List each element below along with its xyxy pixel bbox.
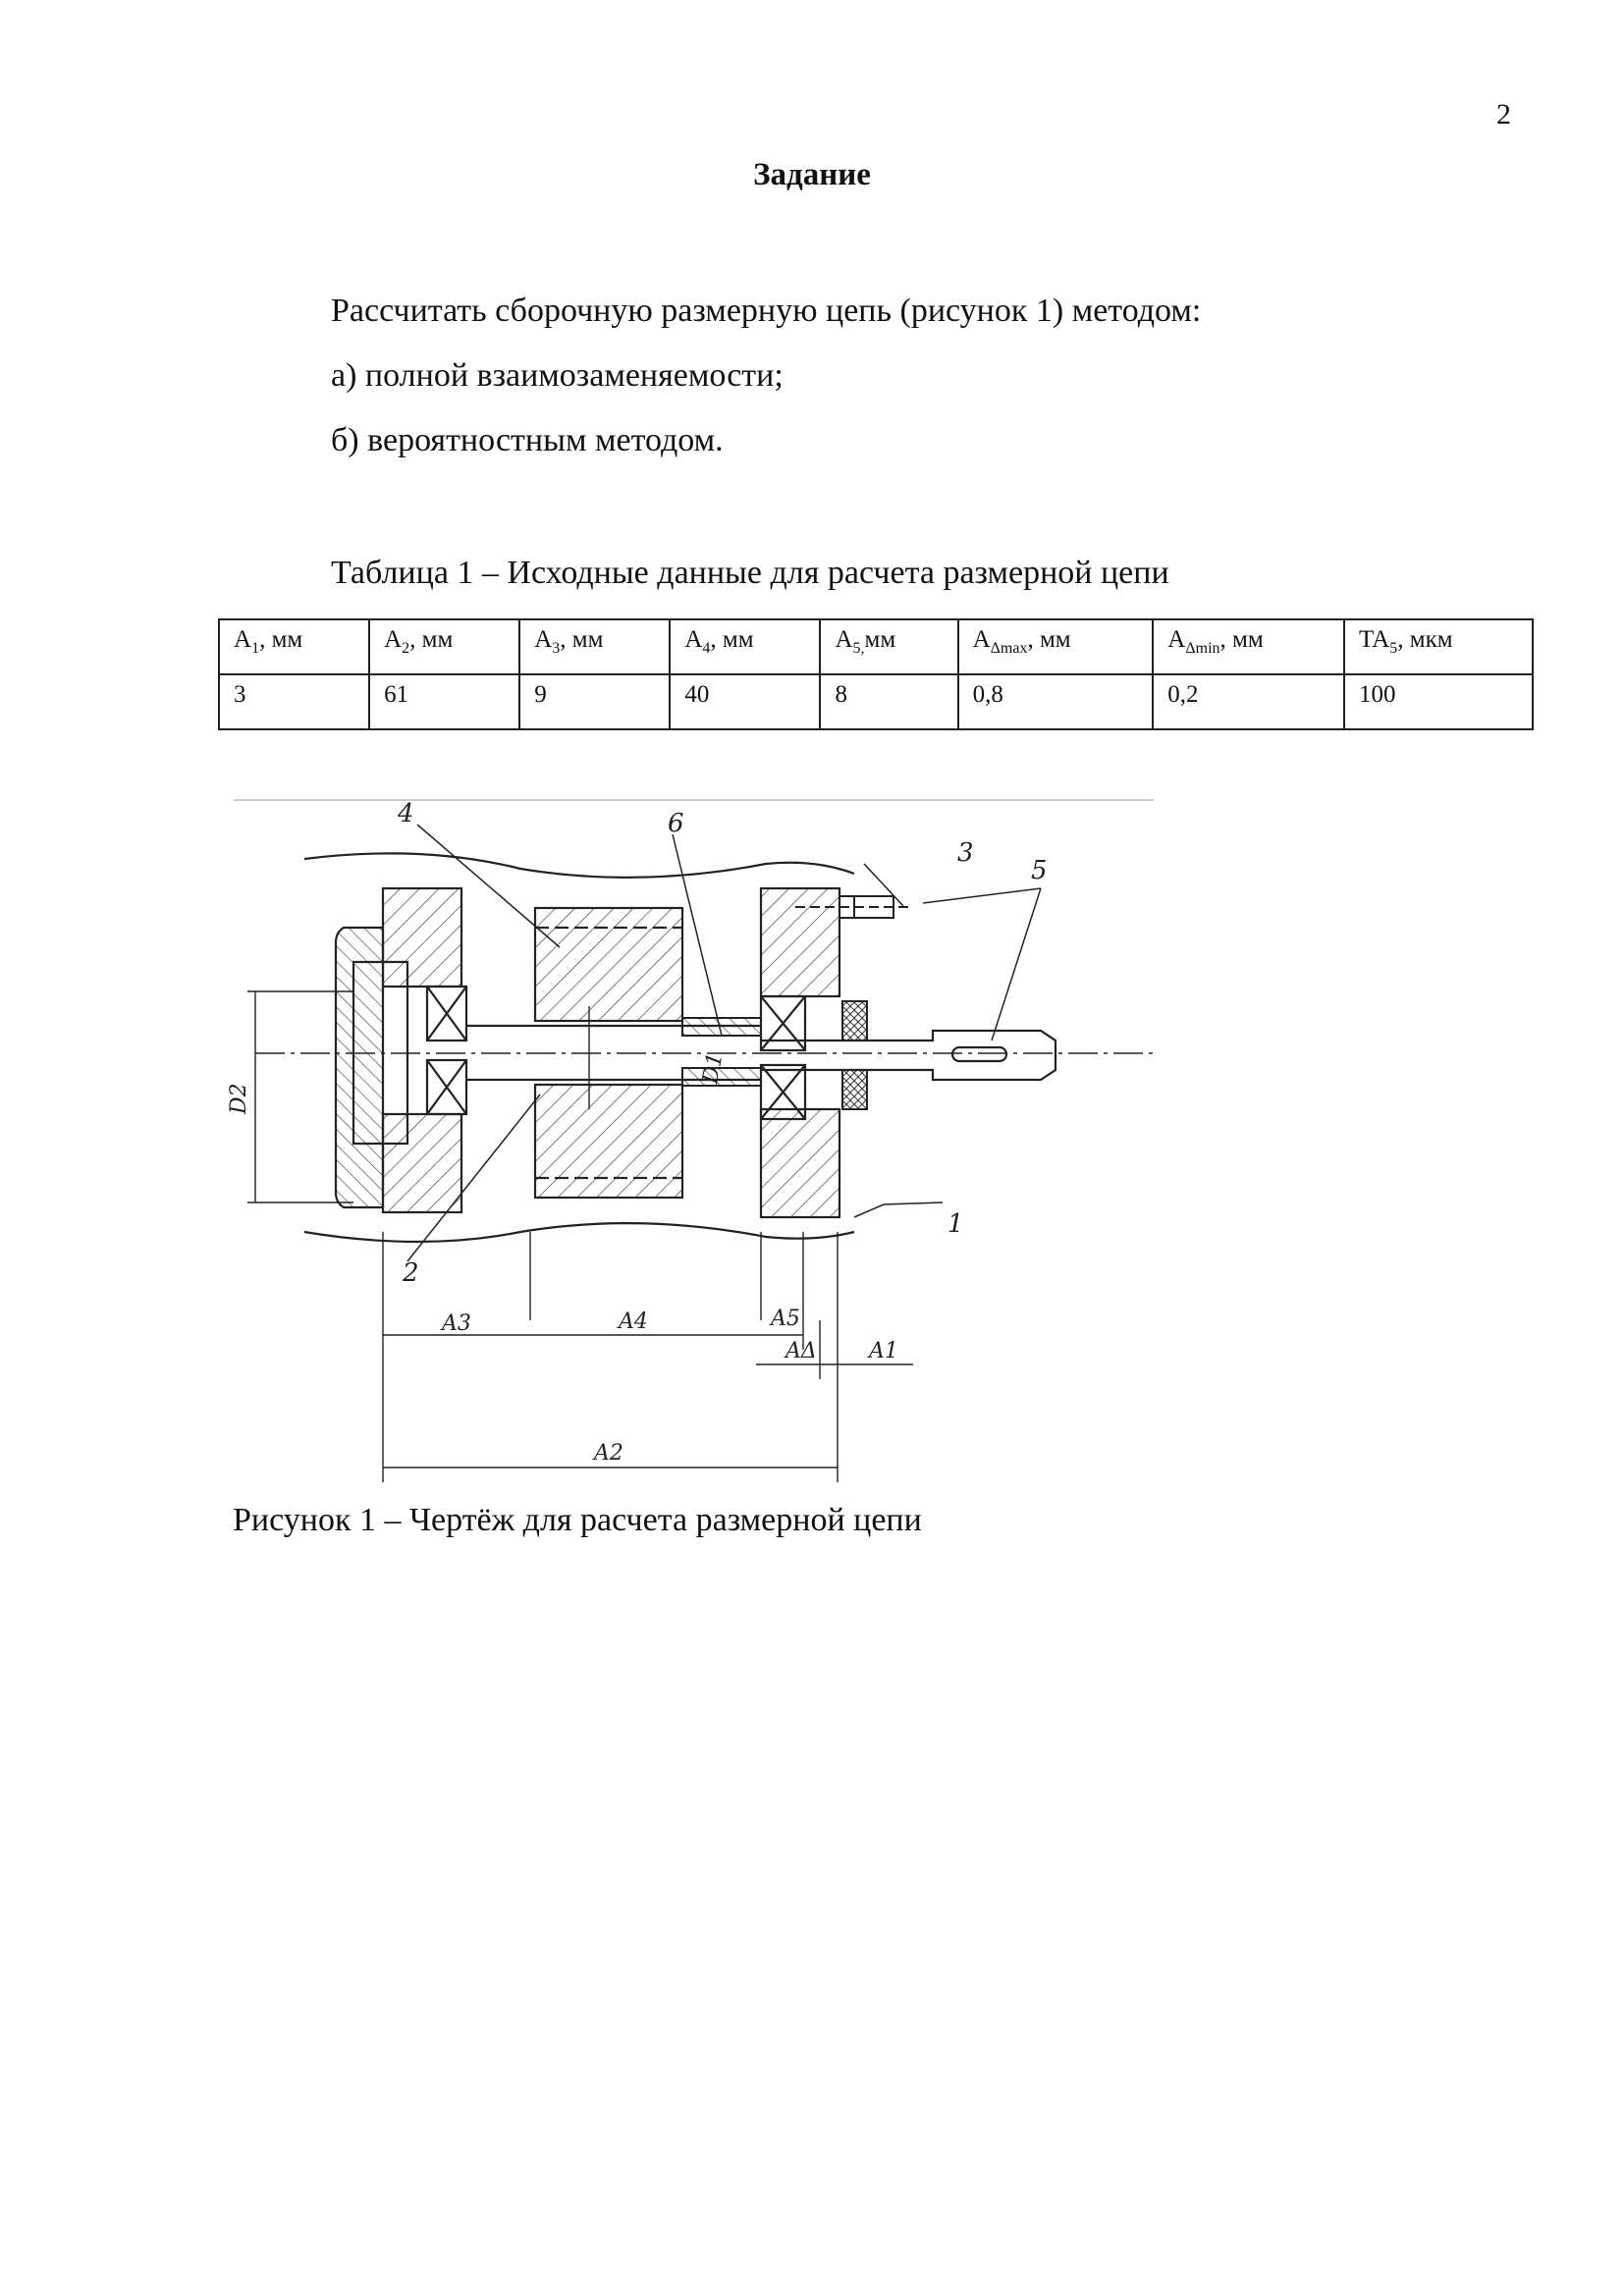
task-line-3: б) вероятностным методом. xyxy=(331,422,724,458)
header-a-delta-min: $A_{\Delta min}$, мм xyxy=(1153,619,1344,674)
cell-a4: 40 xyxy=(670,674,820,729)
cell-a-delta-min: 0,2 xyxy=(1153,674,1344,729)
header-a1: $A_1$, мм xyxy=(219,619,369,674)
page-number: 2 xyxy=(1496,98,1511,131)
figure-caption: Рисунок 1 – Чертёж для расчета размерной цепи xyxy=(233,1502,922,1538)
cell-a2: 61 xyxy=(369,674,519,729)
seal xyxy=(842,1001,867,1109)
diameter-d1: D1 xyxy=(698,1050,729,1087)
dimension-a5: A5 xyxy=(771,1307,800,1331)
assembly-drawing xyxy=(226,790,1159,1487)
leader-lines xyxy=(407,825,1041,1261)
diameter-d2: D2 xyxy=(227,1083,251,1114)
callout-4: 4 xyxy=(398,799,414,828)
table-header-row xyxy=(219,619,1533,674)
source-data-table xyxy=(218,618,1534,730)
cell-ta5: 100 xyxy=(1344,674,1533,729)
cell-a-delta-max: 0,8 xyxy=(958,674,1154,729)
task-line-2: а) полной взаимозаменяемости; xyxy=(331,357,784,394)
callout-6: 6 xyxy=(668,809,684,838)
bearing-left xyxy=(427,987,466,1114)
dimension-a-delta: AΔ xyxy=(785,1339,817,1363)
header-a2: $A_2$, мм xyxy=(369,619,519,674)
cell-a1: 3 xyxy=(219,674,369,729)
header-a3: $A_3$, мм xyxy=(519,619,670,674)
table-caption: Таблица 1 – Исходные данные для расчета размерной цепи xyxy=(331,555,1169,591)
task-line-1: Рассчитать сборочную размерную цепь (рисунок 1) методом: xyxy=(331,293,1202,329)
dimension-a2: A2 xyxy=(594,1441,623,1466)
dimension-a1: A1 xyxy=(869,1339,898,1363)
dimension-a4: A4 xyxy=(619,1309,648,1334)
cell-a5: 8 xyxy=(820,674,957,729)
page-title: Задание xyxy=(753,157,871,192)
dimension-a3: A3 xyxy=(442,1311,471,1336)
callout-1: 1 xyxy=(947,1209,964,1239)
callout-numbers xyxy=(397,799,1048,1288)
header-a-delta-max: $A_{\Delta max}$, мм xyxy=(958,619,1154,674)
bearing-right xyxy=(761,996,805,1119)
header-a4: $A_4$, мм xyxy=(670,619,820,674)
callout-2: 2 xyxy=(403,1258,419,1288)
callout-5: 5 xyxy=(1031,856,1048,885)
callout-3: 3 xyxy=(957,838,974,868)
header-a5: $A_{5,}мм$ xyxy=(820,619,957,674)
table-row xyxy=(219,674,1533,729)
header-ta5: $TA_5$, мкм xyxy=(1344,619,1533,674)
cell-a3: 9 xyxy=(519,674,670,729)
